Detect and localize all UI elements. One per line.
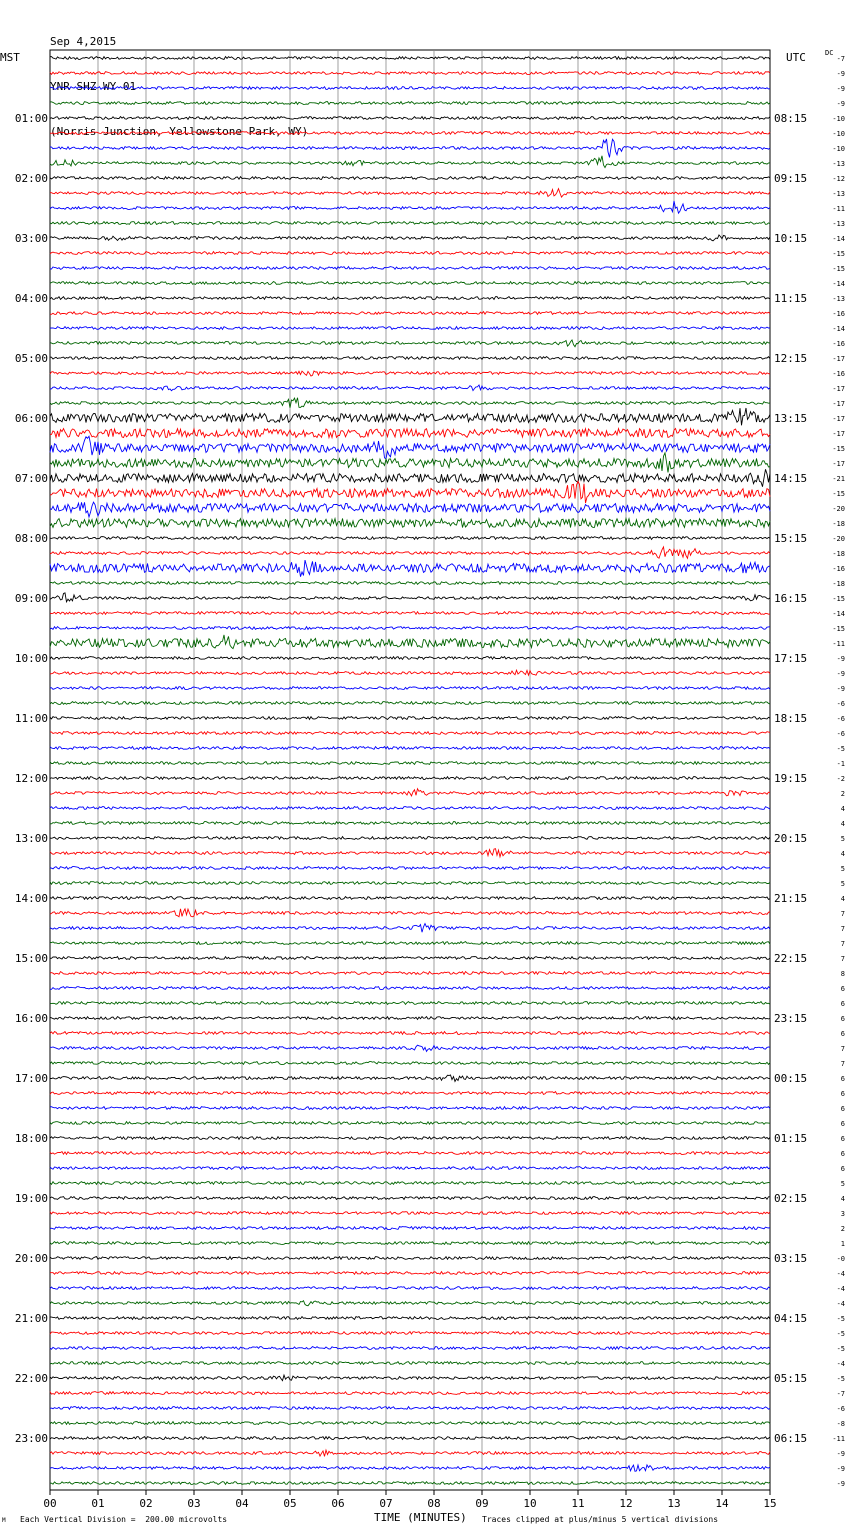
dc-offset-label: -4 [836,1300,845,1308]
x-tick-label: 04 [235,1497,249,1510]
mst-hour-label: 05:00 [14,352,48,365]
trace-15 [50,267,770,270]
dc-offset-label: -9 [836,85,845,93]
dc-offset-label: -20 [832,535,845,543]
utc-hour-labels [774,112,807,1445]
trace-57 [50,897,770,900]
trace-94 [50,1450,770,1456]
trace-81 [50,1257,770,1260]
trace-95 [50,1465,770,1471]
trace-12 [50,222,770,225]
dc-offset-label: -10 [832,130,845,138]
dc-offset-label: -6 [836,730,845,738]
trace-5 [50,117,770,120]
utc-hour-label: 17:15 [774,652,808,665]
dc-offset-label: -9 [836,100,845,108]
mst-hour-label: 18:00 [14,1132,48,1145]
trace-7 [50,139,770,158]
dc-offset-label: 2 [840,790,845,798]
dc-offset-label: -8 [836,1420,845,1428]
trace-75 [50,1167,770,1170]
mst-hour-label: 08:00 [14,532,48,545]
mst-hour-label: 19:00 [14,1192,48,1205]
dc-offset-label: -14 [832,235,845,243]
dc-offset-label: -4 [836,1285,845,1293]
dc-offset-label: -9 [836,1480,845,1488]
trace-3 [50,87,770,90]
utc-hour-label: 08:15 [774,112,808,125]
x-tick-label: 15 [763,1497,777,1510]
utc-label: UTC [786,51,806,64]
dc-offset-label: -5 [836,1375,845,1383]
trace-49 [50,777,770,780]
dc-offset-label: 6 [840,1075,845,1083]
utc-hour-label: 21:15 [774,892,808,905]
dc-offset-label: -15 [832,250,845,258]
mst-hour-label: 13:00 [14,832,48,845]
dc-offset-label: 3 [840,1210,845,1218]
utc-hour-label: 18:15 [774,712,808,725]
dc-offset-label: 7 [840,940,845,948]
dc-offset-label: -16 [832,310,845,318]
dc-offset-label: -20 [832,505,845,513]
dc-offset-label: -9 [836,70,845,78]
dc-offset-label: -17 [832,400,845,408]
x-tick-label: 09 [475,1497,489,1510]
mst-hour-label: 23:00 [14,1432,48,1445]
dc-offset-label: -9 [836,1465,845,1473]
dc-offset-label: 7 [840,955,845,963]
trace-37 [50,593,770,602]
header-location: (Norris Junction, Yellowstone Park, WY) [50,125,309,138]
x-tick-label: 02 [139,1497,153,1510]
dc-offset-label: -17 [832,385,845,393]
trace-87 [50,1347,770,1350]
dc-offset-label: -10 [832,145,845,153]
trace-22 [50,371,770,376]
dc-offset-label: -5 [836,745,845,753]
dc-offset-label: 7 [840,1060,845,1068]
trace-66 [50,1032,770,1035]
utc-hour-label: 19:15 [774,772,808,785]
dc-offset-label: -18 [832,550,845,558]
trace-41 [50,657,770,660]
trace-28 [50,453,770,473]
x-tick-label: 13 [667,1497,681,1510]
trace-10 [50,189,770,197]
trace-88 [50,1362,770,1365]
utc-hour-label: 03:15 [774,1252,808,1265]
dc-offset-label: -14 [832,325,845,333]
utc-hour-label: 23:15 [774,1012,808,1025]
mst-hour-label: 12:00 [14,772,48,785]
trace-16 [50,282,770,285]
trace-96 [50,1482,770,1485]
trace-67 [50,1045,770,1051]
trace-59 [50,924,770,933]
trace-84 [50,1301,770,1306]
dc-offset-label: 6 [840,1165,845,1173]
trace-21 [50,357,770,360]
dc-offset-label: -11 [832,1435,845,1443]
trace-58 [50,909,770,917]
dc-offset-label: -1 [836,760,845,768]
trace-27 [50,436,770,458]
dc-offset-label: -12 [832,175,845,183]
trace-8 [50,156,770,168]
trace-60 [50,942,770,945]
trace-18 [50,312,770,315]
dc-offset-label: -14 [832,610,845,618]
dc-offset-label: -17 [832,430,845,438]
dc-offset-label: -5 [836,1345,845,1353]
mst-hour-label: 09:00 [14,592,48,605]
trace-56 [50,882,770,885]
dc-offset-label: 6 [840,1120,845,1128]
trace-4 [50,102,770,105]
trace-42 [50,670,770,675]
dc-offset-label: -15 [832,265,845,273]
clip-note: Traces clipped at plus/minus 5 vertical divisions [482,1515,719,1524]
trace-44 [50,702,770,705]
mst-hour-label: 01:00 [14,112,48,125]
plot-frame [50,50,770,1490]
dc-offset-label: 5 [840,880,845,888]
dc-offset-label: -15 [832,445,845,453]
trace-40 [50,635,770,649]
trace-35 [50,560,770,577]
mst-hour-label: 21:00 [14,1312,48,1325]
x-tick-label: 14 [715,1497,729,1510]
header-date: Sep 4,2015 [50,35,117,48]
dc-offset-label: -0 [836,1255,845,1263]
dc-offset-label: 6 [840,1015,845,1023]
mst-hour-label: 15:00 [14,952,48,965]
trace-38 [50,612,770,615]
trace-13 [50,235,770,241]
mst-hour-label: 20:00 [14,1252,48,1265]
trace-89 [50,1375,770,1381]
mst-hour-label: 07:00 [14,472,48,485]
utc-hour-label: 13:15 [774,412,808,425]
dc-offset-label: 7 [840,1045,845,1053]
trace-26 [50,429,770,438]
x-tick-label: 11 [571,1497,585,1510]
trace-23 [50,385,770,391]
mst-hour-label: 06:00 [14,412,48,425]
utc-hour-label: 11:15 [774,292,808,305]
dc-offset-label: -13 [832,295,845,303]
dc-offset-label: -7 [836,55,845,63]
trace-17 [50,297,770,300]
trace-45 [50,717,770,720]
trace-72 [50,1122,770,1125]
dc-offset-label: -6 [836,1405,845,1413]
utc-hour-label: 00:15 [774,1072,808,1085]
trace-2 [50,72,770,75]
dc-offset-label: 6 [840,1105,845,1113]
trace-79 [50,1227,770,1230]
minute-grid [50,50,770,1490]
dc-offset-label: 4 [840,895,845,903]
utc-hour-label: 22:15 [774,952,808,965]
trace-11 [50,201,770,213]
trace-39 [50,627,770,630]
dc-offset-label: -9 [836,685,845,693]
trace-34 [50,547,770,558]
dc-offset-label: 4 [840,805,845,813]
corner-mark: M [2,1517,6,1524]
dc-offset-label: -9 [836,655,845,663]
trace-47 [50,747,770,750]
x-tick-label: 01 [91,1497,105,1510]
trace-50 [50,789,770,796]
trace-55 [50,867,770,870]
mst-hour-label: 03:00 [14,232,48,245]
dc-offset-label: 1 [840,1240,845,1248]
dc-offset-label: -18 [832,520,845,528]
trace-14 [50,252,770,255]
dc-offset-label: 6 [840,1135,845,1143]
dc-offset-label: -16 [832,340,845,348]
trace-61 [50,957,770,960]
dc-offset-label: -5 [836,1330,845,1338]
dc-offset-label: -17 [832,460,845,468]
x-tick-label: 07 [379,1497,393,1510]
trace-62 [50,972,770,975]
dc-offset-label: -10 [832,115,845,123]
seismic-traces [50,57,770,1485]
mst-label: MST [0,51,20,64]
dc-offset-label: -9 [836,670,845,678]
trace-92 [50,1422,770,1425]
dc-offset-label: 7 [840,925,845,933]
mst-hour-label: 14:00 [14,892,48,905]
trace-91 [50,1407,770,1410]
trace-93 [50,1437,770,1440]
utc-hour-label: 09:15 [774,172,808,185]
trace-73 [50,1137,770,1140]
trace-65 [50,1017,770,1020]
trace-9 [50,177,770,180]
trace-20 [50,340,770,347]
x-tick-label: 12 [619,1497,633,1510]
dc-offset-label: 4 [840,820,845,828]
x-tick-label: 06 [331,1497,345,1510]
dc-offset-label: 7 [840,910,845,918]
dc-offset-label: 5 [840,1180,845,1188]
trace-30 [50,481,770,503]
dc-offset-label: 8 [840,970,845,978]
utc-hour-label: 01:15 [774,1132,808,1145]
x-tick-label: 00 [43,1497,57,1510]
dc-offset-label: -7 [836,1390,845,1398]
trace-48 [50,762,770,765]
utc-hour-label: 06:15 [774,1432,808,1445]
utc-hour-label: 12:15 [774,352,808,365]
utc-hour-label: 05:15 [774,1372,808,1385]
x-axis-ticks [43,1490,776,1510]
dc-offset-label: -17 [832,415,845,423]
trace-82 [50,1272,770,1275]
utc-hour-label: 04:15 [774,1312,808,1325]
trace-83 [50,1287,770,1290]
mst-hour-label: 10:00 [14,652,48,665]
dc-offset-label: -15 [832,595,845,603]
trace-24 [50,398,770,408]
trace-74 [50,1152,770,1155]
dc-offset-label: -16 [832,565,845,573]
dc-offset-label: -11 [832,640,845,648]
dc-offset-label: 2 [840,1225,845,1233]
trace-70 [50,1092,770,1095]
mst-hour-label: 04:00 [14,292,48,305]
dc-offset-label: -5 [836,1315,845,1323]
dc-offset-label: 6 [840,1030,845,1038]
dc-offset-label: 6 [840,1150,845,1158]
dc-offset-label: -4 [836,1270,845,1278]
trace-64 [50,1002,770,1005]
dc-offset-label: 5 [840,835,845,843]
trace-80 [50,1242,770,1245]
trace-36 [50,582,770,585]
header-station: YNR SHZ WY 01 [50,80,137,93]
x-tick-label: 10 [523,1497,537,1510]
trace-1 [50,57,770,60]
trace-53 [50,837,770,840]
mst-hour-label: 16:00 [14,1012,48,1025]
dc-offset-label: -13 [832,160,845,168]
dc-offset-label: 5 [840,865,845,873]
dc-offset-label: 6 [840,1000,845,1008]
trace-86 [50,1332,770,1335]
dc-offset-label: -16 [832,370,845,378]
dc-offset-label: -13 [832,220,845,228]
dc-offset-label: -21 [832,475,845,483]
mst-hour-label: 11:00 [14,712,48,725]
dc-offset-label: 6 [840,985,845,993]
dc-offset-label: -11 [832,205,845,213]
dc-offset-label: -2 [836,775,845,783]
trace-25 [50,408,770,425]
dc-offset-label: -15 [832,490,845,498]
utc-hour-label: 15:15 [774,532,808,545]
dc-offset-label: -4 [836,1360,845,1368]
trace-68 [50,1062,770,1065]
dc-offset-label: -13 [832,190,845,198]
dc-offset-label: -17 [832,355,845,363]
trace-52 [50,822,770,825]
trace-51 [50,807,770,810]
trace-19 [50,327,770,330]
utc-hour-label: 16:15 [774,592,808,605]
dc-offset-label: 4 [840,850,845,858]
dc-offset-label: 6 [840,1090,845,1098]
dc-label: DC [825,49,834,57]
mst-hour-label: 17:00 [14,1072,48,1085]
trace-6 [50,132,770,135]
trace-43 [50,687,770,690]
dc-offset-label: -15 [832,625,845,633]
trace-76 [50,1182,770,1185]
trace-29 [50,469,770,486]
trace-78 [50,1212,770,1215]
utc-hour-label: 02:15 [774,1192,808,1205]
utc-hour-label: 10:15 [774,232,808,245]
trace-85 [50,1317,770,1320]
x-tick-label: 05 [283,1497,297,1510]
trace-46 [50,732,770,735]
mst-hour-labels [15,112,48,1445]
mst-hour-label: 02:00 [14,172,48,185]
trace-69 [50,1075,770,1082]
trace-71 [50,1107,770,1110]
dc-offset-label: -14 [832,280,845,288]
trace-33 [50,537,770,540]
dc-offset-label: -18 [832,580,845,588]
scale-note: Each Vertical Division = 200.00 microvolts [20,1515,228,1524]
trace-63 [50,987,770,990]
dc-offset-label: -9 [836,1450,845,1458]
trace-77 [50,1197,770,1200]
dc-offset-label: 4 [840,1195,845,1203]
utc-hour-label: 14:15 [774,472,808,485]
dc-offset-labels [832,55,845,1488]
trace-90 [50,1392,770,1395]
utc-hour-label: 20:15 [774,832,808,845]
trace-31 [50,502,770,517]
x-axis-title: TIME (MINUTES) [374,1511,467,1524]
mst-hour-label: 22:00 [14,1372,48,1385]
trace-32 [50,519,770,528]
dc-offset-label: -6 [836,715,845,723]
trace-54 [50,849,770,857]
x-tick-label: 03 [187,1497,201,1510]
x-tick-label: 08 [427,1497,441,1510]
dc-offset-label: -6 [836,700,845,708]
